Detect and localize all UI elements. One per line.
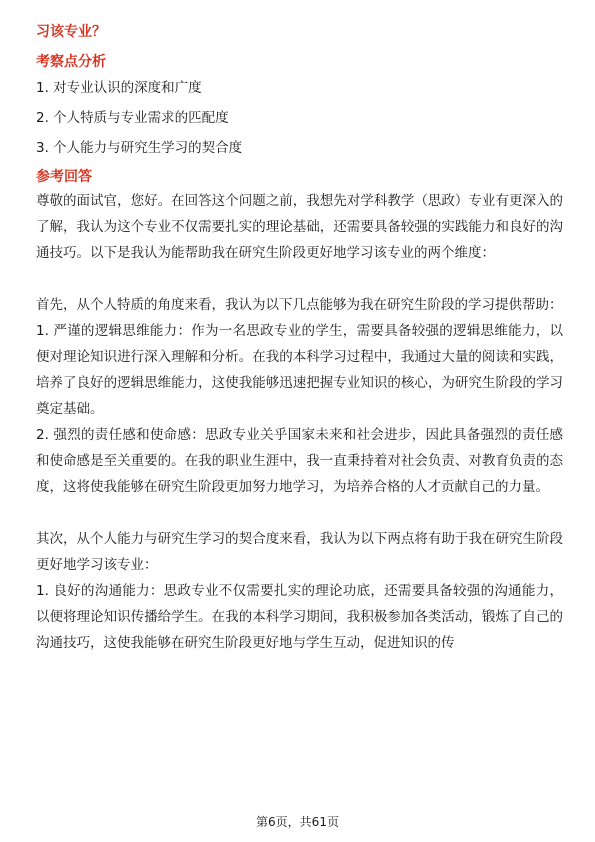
first-dimension-point: 2. 强烈的责任感和使命感：思政专业关乎国家未来和社会进步，因此具备强烈的责任感和使命感是至关重要的。在我的职业生涯中，我一直秉持着对社会负责、对教育负责的态度，这将使我能够在研究生阶段更加努力地学习，为培养合格的人才贡献自己的力量。 — [36, 427, 563, 495]
analysis-heading: 考察点分析 — [36, 54, 106, 70]
document-page — [36, 18, 563, 656]
analysis-item: 1. 对专业认识的深度和广度 — [36, 80, 202, 96]
analysis-list — [36, 78, 563, 158]
first-dimension-intro: 首先，从个人特质的角度来看，我认为以下几点能够为我在研究生阶段的学习提供帮助： — [36, 297, 563, 313]
second-dimension-intro: 其次，从个人能力与研究生学习的契合度来看，我认为以下两点将有助于我在研究生阶段更好地学习该专业： — [36, 531, 563, 573]
question-heading-tail: 习该专业？ — [36, 24, 106, 40]
answer-intro-paragraph: 尊敬的面试官，您好。在回答这个问题之前，我想先对学科教学（思政）专业有更深入的了解，我认为这个专业不仅需要扎实的理论基础，还需要具备较强的实践能力和良好的沟通技巧。以下是我认为能帮助我在研究生阶段更好地学习该专业的两个维度： — [36, 193, 563, 261]
page-footer: 第6页，共61页 — [256, 815, 339, 829]
analysis-item: 2. 个人特质与专业需求的匹配度 — [36, 110, 229, 126]
analysis-item: 3. 个人能力与研究生学习的契合度 — [36, 140, 243, 156]
paragraph-gap — [36, 266, 563, 292]
paragraph-gap — [36, 500, 563, 526]
second-dimension-point: 1. 良好的沟通能力：思政专业不仅需要扎实的理论功底，还需要具备较强的沟通能力，以便将理论知识传播给学生。在我的本科学习期间，我积极参加各类活动，锻炼了自己的沟通技巧，这使我能够在研究生阶段更好地与学生互动，促进知识的传 — [36, 583, 563, 651]
first-dimension-point: 1. 严谨的逻辑思维能力：作为一名思政专业的学生，需要具备较强的逻辑思维能力，以便对理论知识进行深入理解和分析。在我的本科学习过程中，我通过大量的阅读和实践，培养了良好的逻辑思维能力，这使我能够迅速把握专业知识的核心，为研究生阶段的学习奠定基础。 — [36, 323, 563, 417]
answer-heading: 参考回答 — [36, 169, 92, 185]
